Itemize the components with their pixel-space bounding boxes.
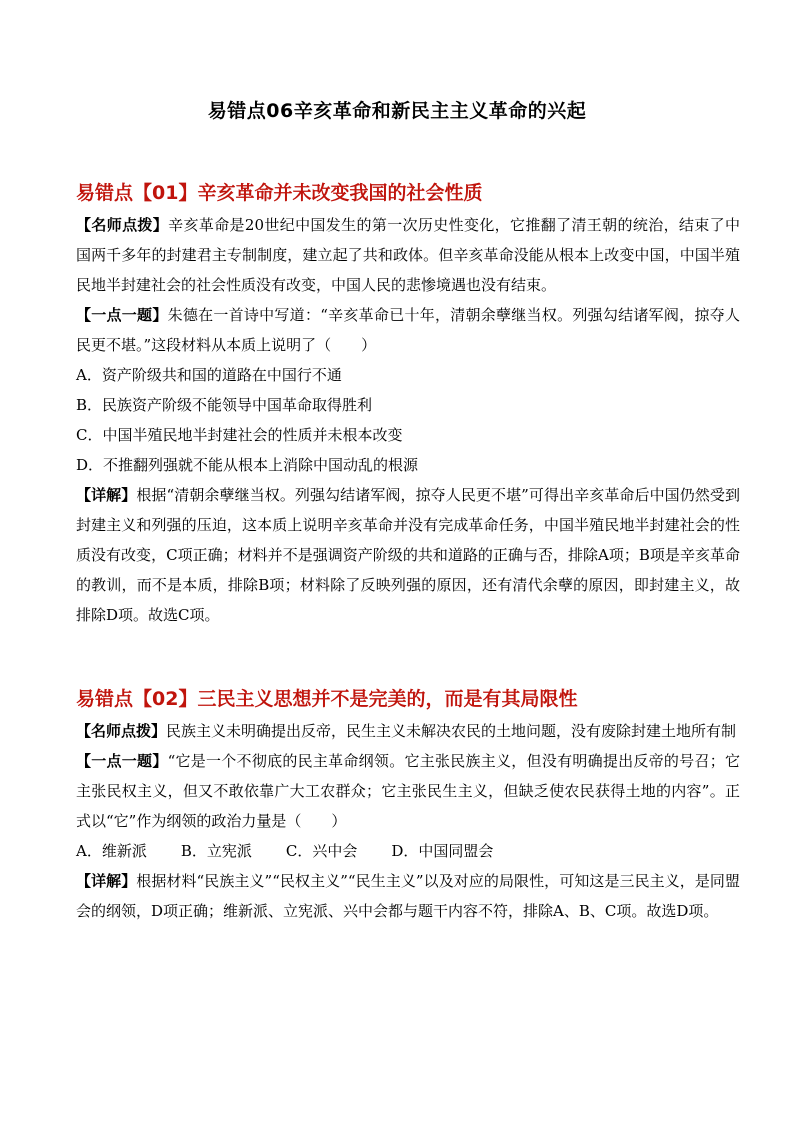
- options-row: [76, 836, 740, 866]
- answer-text: 根据“清朝余孽继当权。列强勾结诸军阀，掠夺人民更不堪”可得出辛亥革命后中国仍然受到封建主义和列强的压迫，这本质上说明辛亥革命并没有完成革命任务，中国半殖民地半封建社会的性质没有改变，C项正确；材料并不是强调资产阶级的共和道路的正确与否，排除A项；B项是辛亥革命的教训，而不是本质，排除B项；材料除了反映列强的原因，还有清代余孽的原因，即封建主义，故排除D项。故选C项。: [76, 486, 740, 624]
- option-a: A．资产阶级共和国的道路在中国行不通: [76, 366, 342, 384]
- option-c: C．中国半殖民地半封建社会的性质并未根本改变: [76, 426, 403, 444]
- option-a: A．维新派: [76, 842, 147, 860]
- tip-tag: 【名师点拨】: [76, 216, 169, 234]
- page-title: 易错点06辛亥革命和新民主主义革命的兴起: [207, 100, 587, 122]
- question-text: 朱德在一首诗中写道：“辛亥革命已十年，清朝余孽继当权。列强勾结诸军阀，掠夺人民更不堪。”这段材料从本质上说明了（ ）: [76, 306, 740, 354]
- teacher-tip: [76, 716, 740, 746]
- option-c: C．兴中会: [285, 842, 358, 860]
- answer-text: 根据材料“民族主义”“民权主义”“民生主义”以及对应的局限性，可知这是三民主义，是同盟会的纲领，D项正确；维新派、立宪派、兴中会都与题干内容不符，排除A、B、C项。故选D项。: [76, 872, 740, 920]
- section-heading: 易错点【02】三民主义思想并不是完美的，而是有其局限性: [76, 688, 578, 710]
- section-heading: 易错点【01】辛亥革命并未改变我国的社会性质: [76, 182, 483, 204]
- tip-tag: 【名师点拨】: [76, 722, 167, 740]
- question: [76, 300, 740, 360]
- option-d: D．不推翻列强就不能从根本上消除中国动乱的根源: [76, 456, 419, 474]
- tip-text: 民族主义未明确提出反帝，民生主义未解决农民的土地问题，没有废除封建土地所有制: [166, 722, 737, 740]
- question-tag: 【一点一题】: [76, 752, 168, 770]
- section-02: [76, 684, 740, 926]
- option-b: B．立宪派: [180, 842, 252, 860]
- question-text: “它是一个不彻底的民主革命纲领。它主张民族主义，但没有明确提出反帝的号召；它主张民权主义，但又不敢依靠广大工农群众；它主张民生主义，但缺乏使农民获得土地的内容”。正式以“它”作为纲领的政治力量是（ ）: [76, 752, 740, 830]
- answer-explanation: [76, 480, 740, 630]
- option-b: B．民族资产阶级不能领导中国革命取得胜利: [76, 396, 373, 414]
- tip-text: 辛亥革命是20世纪中国发生的第一次历史性变化，它推翻了清王朝的统治，结束了中国两千多年的封建君主专制制度，建立起了共和政体。但辛亥革命没能从根本上改变中国，中国半殖民地半封建社会的社会性质没有改变，中国人民的悲惨境遇也没有结束。: [76, 216, 740, 294]
- section-01: [76, 178, 740, 630]
- answer-tag: 【详解】: [76, 486, 137, 504]
- teacher-tip: [76, 210, 740, 300]
- answer-tag: 【详解】: [76, 872, 137, 890]
- question-tag: 【一点一题】: [76, 306, 168, 324]
- answer-explanation: [76, 866, 740, 926]
- option-d: D．中国同盟会: [391, 842, 494, 860]
- question: [76, 746, 740, 836]
